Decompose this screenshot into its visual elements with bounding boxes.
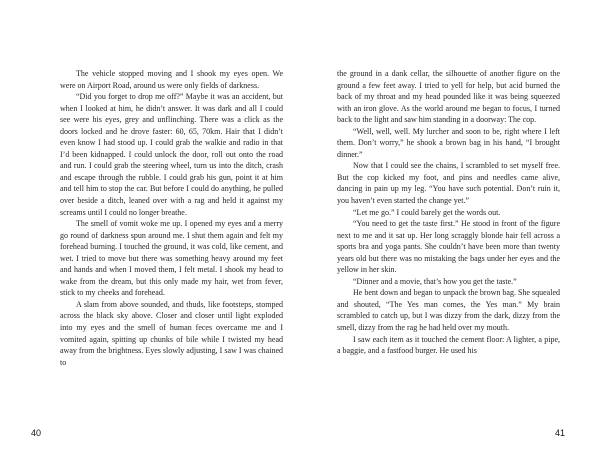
- paragraph: Now that I could see the chains, I scrambled to set myself free. But the cop kicked my foot, and pins and needles came alive, dancing in pain up my leg. “You have such potential. Don’t ruin it, you haven’t even started the change yet.”: [337, 161, 560, 206]
- paragraph: “Did you forget to drop me off?” Maybe it was an accident, but when I looked at him, he didn’t answer. It was dark and all I could see were his eyes, grey and unflinching. There was a click as the doors locked and he drove faster: 60, 65, 70km. Hair that I didn’t even know I had stood up. I could grab the walkie and radio in that I’d been kidnapped. I could unlock the door, roll out onto the road and run. I could grab the steering wheel, turn us into the ditch, crash and escape through the rubble. I could grab his gun, point it at him and tell him to stop the car. But before I could do anything, he pulled over beside a ditch, leaned over with a rag and held it against my screams until I could no longer breathe.: [60, 92, 283, 217]
- paragraph: “Dinner and a movie, that’s how you get the taste.”: [353, 276, 517, 286]
- paragraph: A slam from above sounded, and thuds, like footsteps, stomped across the black sky above. Closer and closer until light exploded into my eyes and the smell of human feces overcame me and I vomited again, spitting up chunks of bile while I twisted my head away from the brightness. Eyes slowly adjusting, I saw I was chained to: [60, 299, 283, 367]
- right-page-text: [337, 68, 560, 357]
- paragraph: He bent down and began to unpack the brown bag. She squealed and shouted, “The Yes man comes, the Yes man.” My brain scrambled to catch up, but I was dizzy from the dark, dizzy from the smell, dizzy from the rag he had held over my mouth.: [337, 288, 560, 333]
- paragraph: “Well, well, well. My lurcher and soon to be, right where I left them. Don’t worry,” he shook a brown bag in his hand, “I brought dinner.”: [337, 126, 560, 159]
- paragraph: “Let me go.” I could barely get the words out.: [353, 207, 501, 217]
- paragraph: The vehicle stopped moving and I shook my eyes open. We were on Airport Road, around us were only fields of darkness.: [60, 69, 283, 90]
- left-page-text: [60, 68, 283, 368]
- right-page: [300, 0, 600, 463]
- page-number-right: 41: [555, 428, 566, 438]
- paragraph: “You need to get the taste first.” He stood in front of the figure next to me and it sat up. Her long scraggly blonde hair fell across a sports bra and yoga pants. She couldn’t have been more than twenty years old but there was no mistaking the bags under her eyes and the yellow in her skin.: [337, 219, 560, 275]
- paragraph: the ground in a dank cellar, the silhouette of another figure on the ground a few feet away. I tried to yell for help, but acid burned the back of my throat and my head pounded like it was being squeezed with an iron glove. As the world around me began to focus, I turned back to the light and saw him standing in a doorway: The cop.: [337, 69, 560, 125]
- paragraph: I saw each item as it touched the cement floor: A lighter, a pipe, a baggie, and a fastfood burger. He used his: [337, 334, 560, 356]
- paragraph: The smell of vomit woke me up. I opened my eyes and a merry go round of darkness spun around me. I shut them again and felt my forehead burning. I touched the ground, it was cold, like cement, and wet. I tried to move but there was something heavy around my feet and hands and when I moved them, I felt metal. I shook my head to wake from the dream, but this only made my hair, wet from fever, stick to my cheeks and forehead.: [60, 219, 283, 298]
- page-number-left: 40: [31, 428, 42, 438]
